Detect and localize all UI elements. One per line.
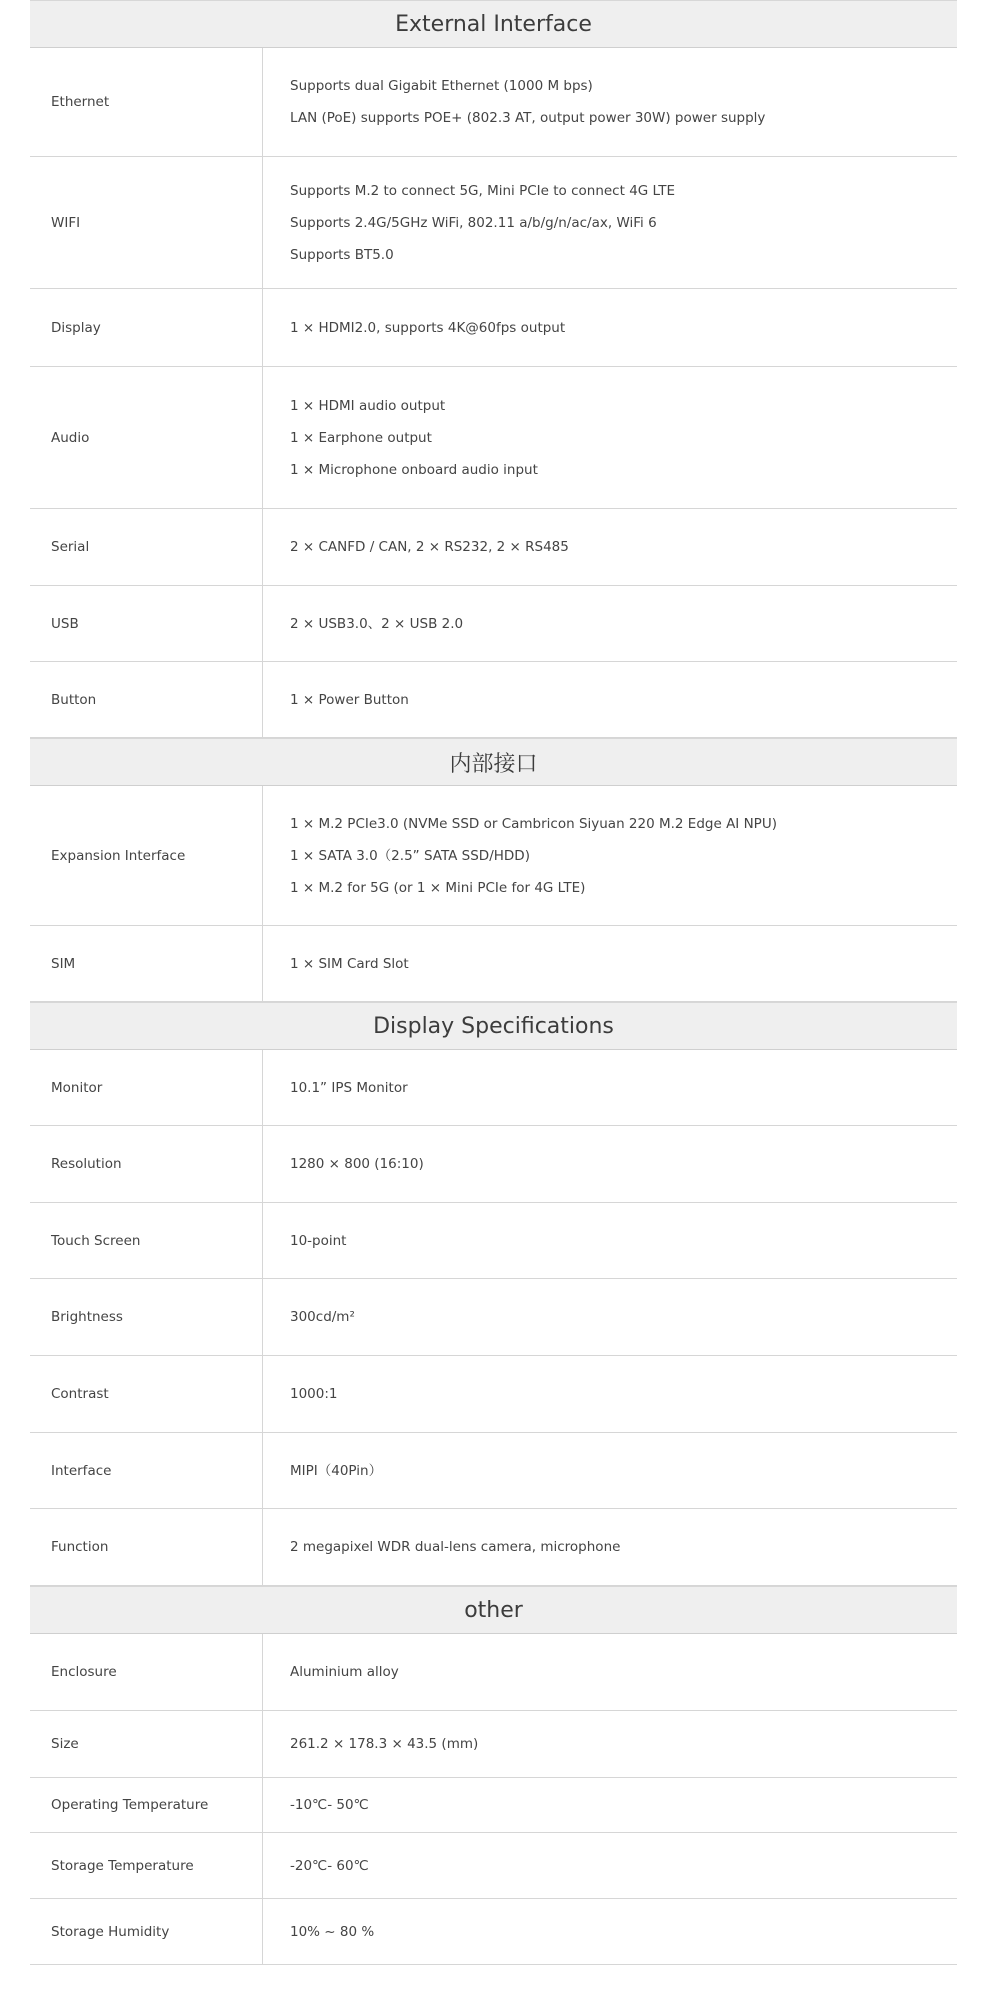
spec-value-line: 1 × Earphone output	[290, 429, 432, 446]
spec-row	[30, 1778, 957, 1833]
spec-value	[263, 786, 957, 925]
spec-value	[263, 1203, 957, 1278]
spec-value	[263, 1050, 957, 1125]
spec-label: USB	[30, 586, 263, 661]
spec-label: Storage Humidity	[30, 1899, 263, 1964]
spec-value	[263, 662, 957, 737]
spec-value	[263, 367, 957, 508]
spec-row	[30, 1509, 957, 1586]
spec-row	[30, 157, 957, 289]
spec-value-line: 1 × HDMI audio output	[290, 397, 446, 414]
spec-row	[30, 1833, 957, 1899]
spec-value-line: -10℃- 50℃	[290, 1797, 369, 1813]
spec-value-line: 10% ~ 80 %	[290, 1923, 375, 1940]
spec-row	[30, 586, 957, 662]
spec-row	[30, 1634, 957, 1711]
spec-label: Ethernet	[30, 48, 263, 156]
spec-label: Display	[30, 289, 263, 366]
spec-label: Enclosure	[30, 1634, 263, 1710]
spec-value	[263, 1509, 957, 1585]
spec-row	[30, 662, 957, 738]
spec-label: Interface	[30, 1433, 263, 1508]
spec-row	[30, 1433, 957, 1509]
spec-row	[30, 1203, 957, 1279]
section-header: other	[30, 1586, 957, 1634]
spec-row	[30, 509, 957, 586]
spec-value-line: Supports M.2 to connect 5G, Mini PCIe to connect 4G LTE	[290, 182, 675, 199]
spec-value	[263, 1433, 957, 1508]
spec-value	[263, 1126, 957, 1202]
section-header: Display Specifications	[30, 1002, 957, 1050]
spec-value	[263, 1634, 957, 1710]
spec-label: Serial	[30, 509, 263, 585]
spec-label: Contrast	[30, 1356, 263, 1432]
spec-value-line: 1 × M.2 for 5G (or 1 × Mini PCIe for 4G LTE)	[290, 879, 586, 896]
spec-value-line: 2 × USB3.0、2 × USB 2.0	[290, 615, 464, 632]
spec-value	[263, 926, 957, 1001]
spec-label: Operating Temperature	[30, 1778, 263, 1832]
section-header: 内部接口	[30, 738, 957, 786]
spec-label: Expansion Interface	[30, 786, 263, 925]
spec-value-line: Supports BT5.0	[290, 246, 394, 263]
spec-value-line: Aluminium alloy	[290, 1664, 399, 1680]
spec-value	[263, 48, 957, 156]
spec-table	[30, 0, 957, 1965]
spec-row	[30, 786, 957, 926]
spec-value-line: 10.1” IPS Monitor	[290, 1079, 408, 1096]
spec-label: Resolution	[30, 1126, 263, 1202]
spec-value-line: Supports 2.4G/5GHz WiFi, 802.11 a/b/g/n/ac/ax, WiFi 6	[290, 214, 657, 231]
spec-value	[263, 586, 957, 661]
spec-value-line: 1 × SATA 3.0（2.5” SATA SSD/HDD)	[290, 847, 530, 864]
spec-row	[30, 1279, 957, 1356]
spec-label: Brightness	[30, 1279, 263, 1355]
spec-value	[263, 1711, 957, 1777]
spec-row	[30, 367, 957, 509]
spec-value	[263, 289, 957, 366]
spec-value-line: 1 × Power Button	[290, 691, 409, 708]
spec-label: WIFI	[30, 157, 263, 288]
spec-value-line: 10-point	[290, 1232, 347, 1249]
spec-value-line: 1280 × 800 (16:10)	[290, 1156, 424, 1172]
spec-value-line: 1 × M.2 PCIe3.0 (NVMe SSD or Cambricon Siyuan 220 M.2 Edge AI NPU)	[290, 815, 777, 832]
spec-label: Monitor	[30, 1050, 263, 1125]
spec-label: Button	[30, 662, 263, 737]
spec-row	[30, 48, 957, 157]
spec-row	[30, 289, 957, 367]
spec-value-line: 2 megapixel WDR dual-lens camera, microphone	[290, 1539, 621, 1555]
spec-row	[30, 926, 957, 1002]
spec-label: Size	[30, 1711, 263, 1777]
spec-row	[30, 1126, 957, 1203]
spec-value-line: 300cd/m²	[290, 1309, 355, 1325]
spec-value-line: 1000:1	[290, 1386, 338, 1402]
spec-value	[263, 509, 957, 585]
spec-value-line: 2 × CANFD / CAN, 2 × RS232, 2 × RS485	[290, 539, 569, 555]
spec-value	[263, 1778, 957, 1832]
spec-row	[30, 1356, 957, 1433]
spec-value	[263, 1833, 957, 1898]
spec-value-line: 1 × HDMI2.0, supports 4K@60fps output	[290, 319, 566, 336]
spec-label: Touch Screen	[30, 1203, 263, 1278]
spec-value-line: 261.2 × 178.3 × 43.5 (mm)	[290, 1736, 479, 1752]
spec-value	[263, 157, 957, 288]
spec-value-line: LAN (PoE) supports POE+ (802.3 AT, output power 30W) power supply	[290, 110, 766, 126]
spec-label: SIM	[30, 926, 263, 1001]
spec-value-line: -20℃- 60℃	[290, 1857, 369, 1874]
section-header: External Interface	[30, 0, 957, 48]
spec-row	[30, 1050, 957, 1126]
spec-value-line: 1 × Microphone onboard audio input	[290, 461, 538, 478]
spec-label: Function	[30, 1509, 263, 1585]
spec-row	[30, 1711, 957, 1778]
spec-value-line: MIPI（40Pin）	[290, 1462, 383, 1479]
spec-value-line: Supports dual Gigabit Ethernet (1000 M bps)	[290, 78, 593, 94]
spec-value	[263, 1899, 957, 1964]
spec-value	[263, 1279, 957, 1355]
spec-row	[30, 1899, 957, 1965]
spec-label: Audio	[30, 367, 263, 508]
spec-value	[263, 1356, 957, 1432]
spec-value-line: 1 × SIM Card Slot	[290, 955, 409, 972]
spec-label: Storage Temperature	[30, 1833, 263, 1898]
